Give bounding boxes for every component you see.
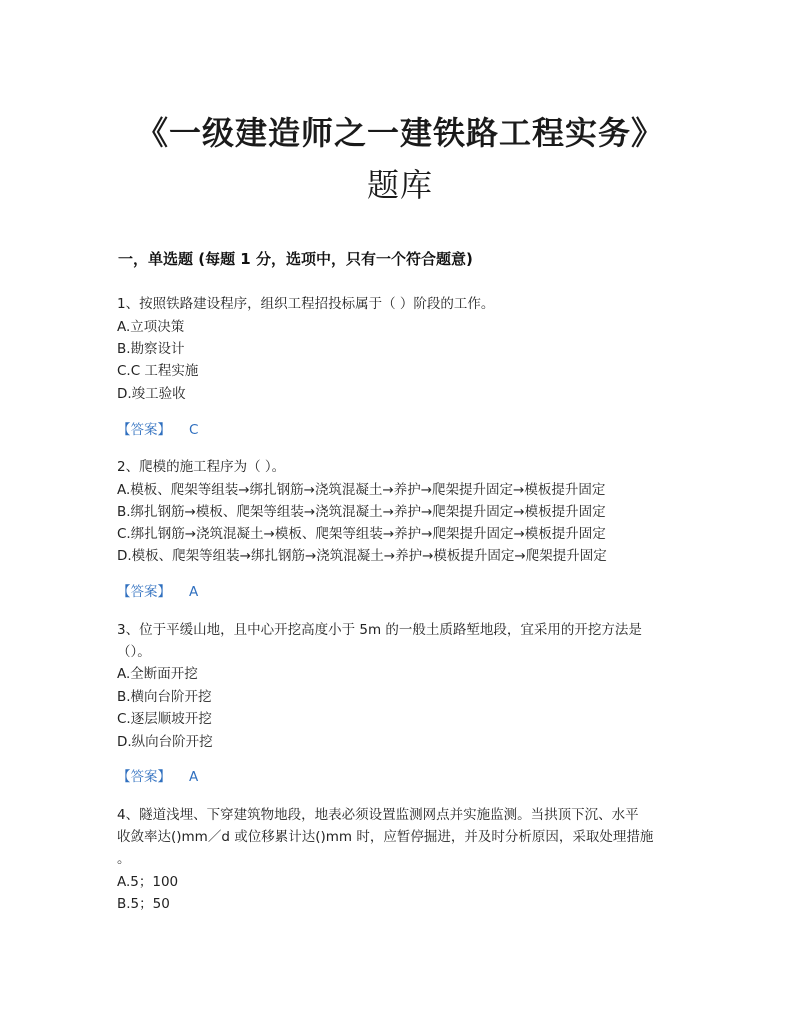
question-2-answer [117, 583, 198, 601]
question-2-option-b: B.绑扎钢筋→模板、爬架等组装→浇筑混凝土→养护→爬架提升固定→模板提升固定 [117, 504, 606, 520]
answer-label: 【答案】 [117, 769, 171, 785]
question-1-answer [117, 421, 198, 439]
question-1-option-a: A.立项决策 [117, 319, 185, 335]
question-1-stem: 1、按照铁路建设程序，组织工程招投标属于（ ）阶段的工作。 [117, 296, 495, 312]
question-3-option-a: A.全断面开挖 [117, 666, 198, 682]
question-3-stem-line1: 3、位于平缓山地，且中心开挖高度小于 5m 的一般土质路堑地段，宜采用的开挖方法是 [117, 622, 642, 638]
question-4-stem-line2: 收敛率达()mm／d 或位移累计达()mm 时，应暂停掘进，并及时分析原因，采取处理措施 [117, 829, 654, 845]
answer-value: C [189, 422, 199, 438]
question-2-stem: 2、爬模的施工程序为（ ）。 [117, 459, 286, 475]
question-2-option-d: D.模板、爬架等组装→绑扎钢筋→浇筑混凝土→养护→模板提升固定→爬架提升固定 [117, 548, 607, 564]
answer-label: 【答案】 [117, 422, 171, 438]
question-4-option-b: B.5；50 [117, 896, 170, 912]
question-4-stem-line1: 4、隧道浅埋、下穿建筑物地段，地表必须设置监测网点并实施监测。当拱顶下沉、水平 [117, 807, 639, 823]
question-2-option-c: C.绑扎钢筋→浇筑混凝土→模板、爬架等组装→养护→爬架提升固定→模板提升固定 [117, 526, 606, 542]
answer-value: A [189, 769, 199, 785]
document-title-line2: 题库 [366, 166, 433, 204]
question-4-stem-line3: 。 [117, 851, 131, 867]
question-3-answer [117, 768, 198, 786]
question-1-option-b: B.勘察设计 [117, 341, 185, 357]
question-1-option-c: C.C 工程实施 [117, 363, 199, 379]
question-3-option-b: B.横向台阶开挖 [117, 689, 212, 705]
document-title-line1: 《一级建造师之一建铁路工程实务》 [135, 114, 664, 152]
answer-label: 【答案】 [117, 584, 171, 600]
section-heading: 一，单选题 (每题 1 分，选项中，只有一个符合题意) [118, 250, 473, 268]
question-3-option-d: D.纵向台阶开挖 [117, 734, 213, 750]
question-3-option-c: C.逐层顺坡开挖 [117, 711, 212, 727]
question-3-stem-line2: （）。 [117, 644, 151, 660]
question-2-option-a: A.模板、爬架等组装→绑扎钢筋→浇筑混凝土→养护→爬架提升固定→模板提升固定 [117, 482, 606, 498]
answer-value: A [189, 584, 199, 600]
question-1-option-d: D.竣工验收 [117, 386, 186, 402]
question-4-option-a: A.5；100 [117, 874, 179, 890]
